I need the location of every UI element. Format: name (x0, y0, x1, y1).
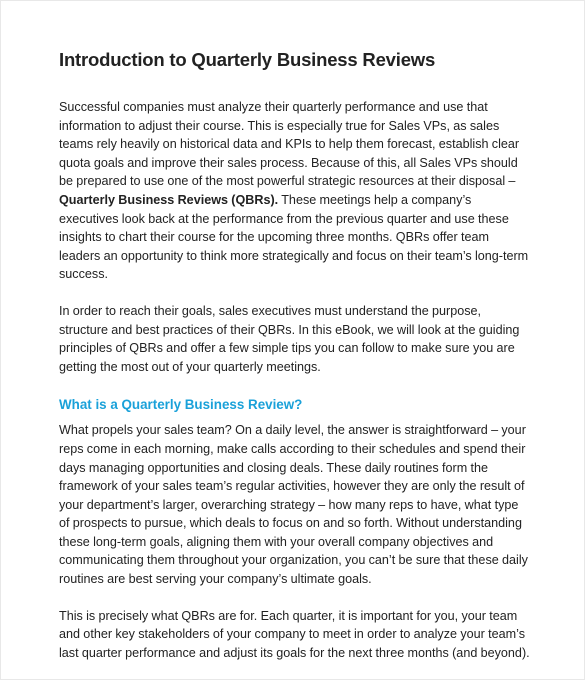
page-title: Introduction to Quarterly Business Reviews (59, 49, 436, 70)
body-paragraph-2: In order to reach their goals, sales executives must understand the purpose, structure and best practices of their QBRs. In this eBook, we will look at the guiding principles of QBRs and offer a few simple tips you can follow to make sure you are getting the most out of your quarterly meetings. (59, 303, 520, 374)
intro-text-end: These meetings help a company’s executives look back at the performance from the previous quarter and use these insights to chart their course for the upcoming three months. QBRs offer team leaders an opportunity to think more strategically and focus on their team’s long-term success. (59, 192, 529, 282)
intro-text-start: Successful companies must analyze their quarterly performance and use that information to adjust their course. This is especially true for Sales VPs, as sales teams rely heavily on historical data and KPIs to help them forecast, establish clear quota goals and improve their sales process. Because of this, all Sales VPs should be prepared to use one of the most powerful strategic resources at their disposal – (59, 100, 520, 189)
body-paragraph-4: This is precisely what QBRs are for. Each quarter, it is important for you, your team and other key stakeholders of your company to meet in order to analyze your team’s last quarter performance and adjust its goals for the next three months (and beyond). (59, 608, 530, 660)
document-content (59, 47, 531, 662)
section-heading: What is a Quarterly Business Review? (59, 397, 303, 413)
intro-paragraph (59, 98, 531, 284)
intro-bold-term: Quarterly Business Reviews (QBRs). (59, 192, 279, 207)
body-paragraph-3: What propels your sales team? On a daily level, the answer is straightforward – your reps come in each morning, make calls according to their schedules and spend their days managing opportunities and closing deals. These daily routines form the framework of your sales team’s regular activities, however they are only the result of your department’s larger, overarching strategy – how many reps to have, what type of prospects to pursue, which deals to focus on and so forth. Without understanding these long-term goals, aligning them with your overall company objectives and communicating them throughout your organization, you can’t be sure that these daily routines are best serving your company’s ultimate goals. (59, 423, 528, 587)
